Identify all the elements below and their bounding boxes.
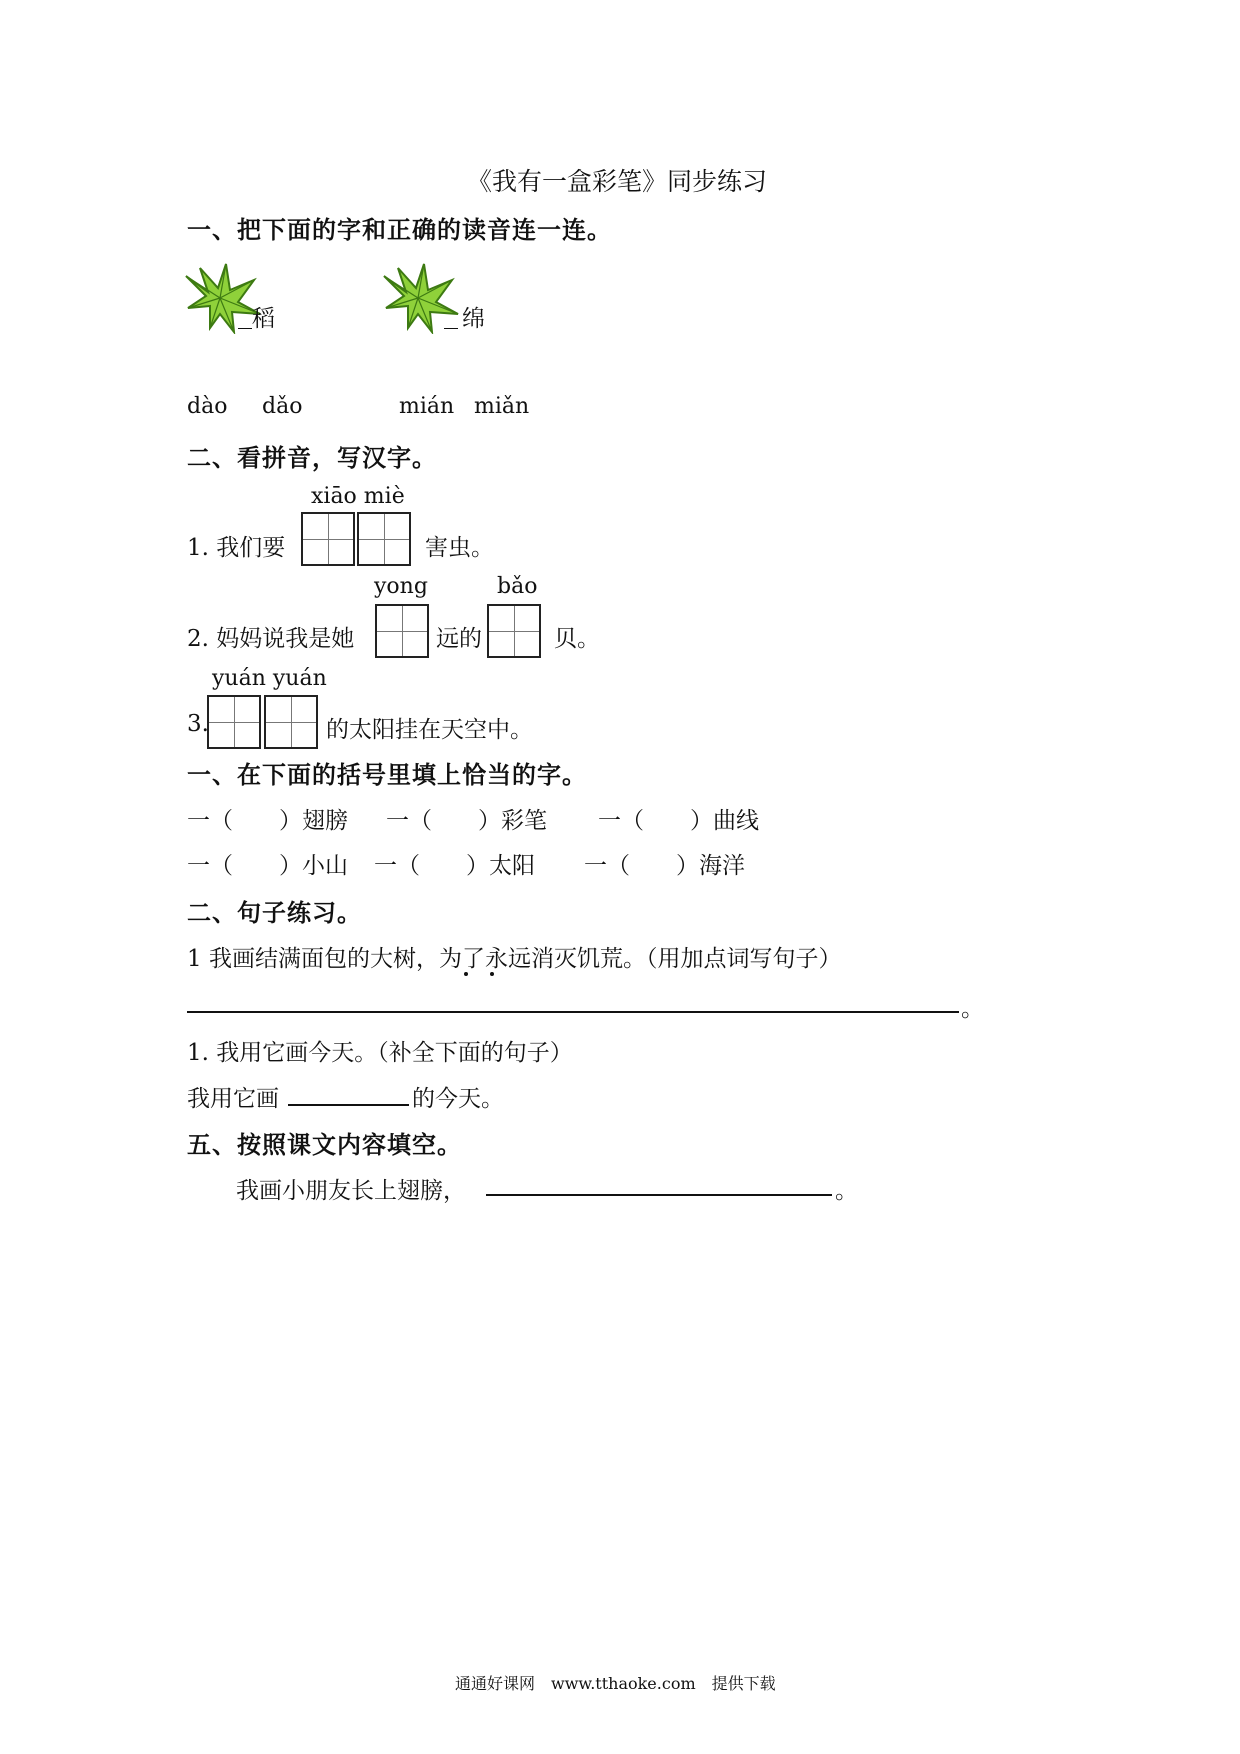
q3-prefix: 3. bbox=[187, 711, 209, 737]
section3-heading: 一、在下面的括号里填上恰当的字。 bbox=[187, 760, 587, 789]
q3-pinyin: yuán yuán bbox=[212, 666, 327, 691]
q3-write-box[interactable] bbox=[207, 695, 261, 749]
s4-q1-answer-line[interactable] bbox=[187, 1011, 959, 1013]
emphasis-dot bbox=[464, 972, 468, 976]
section1-heading: 一、把下面的字和正确的读音连一连。 bbox=[187, 215, 612, 244]
q2-pinyin-b: bǎo bbox=[497, 574, 538, 599]
s4-q1-end: 。 bbox=[961, 996, 984, 1022]
s4-q2-suffix: 的今天。 bbox=[412, 1086, 504, 1112]
q1-write-box[interactable] bbox=[357, 512, 411, 566]
pinyin-mian2: mián bbox=[399, 394, 455, 419]
leaf-icon bbox=[378, 262, 460, 334]
section4-heading: 二、句子练习。 bbox=[187, 898, 362, 927]
fill-item[interactable]: 一（ ）小山 bbox=[187, 853, 348, 879]
q2-middle: 远的 bbox=[436, 626, 482, 652]
leaf-stem bbox=[238, 328, 252, 329]
leaf-stem bbox=[444, 328, 458, 329]
emphasis-dot bbox=[490, 972, 494, 976]
s5-line-prefix: 我画小朋友长上翅膀， bbox=[236, 1178, 466, 1204]
q2-prefix: 2. 妈妈说我是她 bbox=[187, 626, 355, 652]
pinyin-mian3: miǎn bbox=[474, 394, 530, 419]
q2-write-box[interactable] bbox=[487, 604, 541, 658]
s4-q1-text: 1 我画结满面包的大树，为了永远消灭饥荒。（用加点词写句子） bbox=[187, 946, 842, 972]
char-mian: 绵 bbox=[462, 306, 485, 332]
char-dao: 稻 bbox=[252, 306, 275, 332]
q2-suffix: 贝。 bbox=[554, 626, 600, 652]
s5-line-end: 。 bbox=[835, 1178, 858, 1204]
q1-pinyin: xiāo miè bbox=[311, 484, 405, 509]
fill-item[interactable]: 一（ ）海洋 bbox=[584, 853, 745, 879]
s4-q2-prefix: 我用它画 bbox=[187, 1086, 279, 1112]
section5-heading: 五、按照课文内容填空。 bbox=[187, 1130, 462, 1159]
s5-answer-line[interactable] bbox=[486, 1194, 832, 1196]
fill-item[interactable]: 一（ ）彩笔 bbox=[386, 808, 547, 834]
footer: 通通好课网 www.tthaoke.com 提供下载 bbox=[455, 1674, 776, 1693]
q3-suffix: 的太阳挂在天空中。 bbox=[326, 717, 533, 743]
q2-pinyin-a: yong bbox=[374, 574, 428, 599]
fill-item[interactable]: 一（ ）翅膀 bbox=[187, 808, 348, 834]
q2-write-box[interactable] bbox=[375, 604, 429, 658]
s4-q2-answer-line[interactable] bbox=[288, 1104, 409, 1106]
s4-q2-text: 1. 我用它画今天。（补全下面的句子） bbox=[187, 1040, 573, 1066]
fill-item[interactable]: 一（ ）曲线 bbox=[598, 808, 759, 834]
section2-heading: 二、看拼音，写汉字。 bbox=[187, 443, 437, 472]
q1-write-box[interactable] bbox=[301, 512, 355, 566]
page-title: 《我有一盒彩笔》同步练习 bbox=[467, 167, 768, 196]
pinyin-dao4: dào bbox=[187, 394, 228, 419]
q3-write-box[interactable] bbox=[264, 695, 318, 749]
pinyin-dao3: dǎo bbox=[262, 394, 303, 419]
q1-suffix: 害虫。 bbox=[425, 535, 494, 561]
fill-item[interactable]: 一（ ）太阳 bbox=[374, 853, 535, 879]
q1-prefix: 1. 我们要 bbox=[187, 535, 286, 561]
leaf-icon bbox=[180, 262, 262, 334]
